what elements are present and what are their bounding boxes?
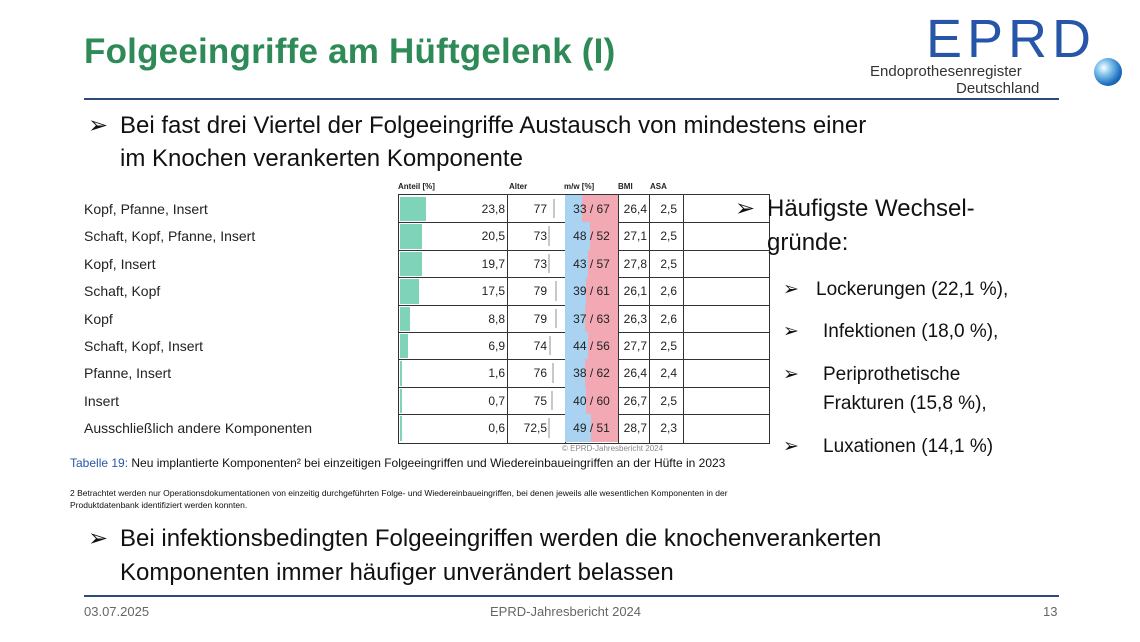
age-marker — [555, 281, 557, 300]
bullet-text: Bei infektionsbedingten Folgeeingriffen werden die knochenverankerten — [120, 525, 882, 552]
cell-asa: 2,3 — [660, 421, 677, 436]
reason-item — [783, 432, 993, 461]
cell-alter: 73 — [533, 229, 547, 244]
footer-date: 03.07.2025 — [84, 604, 150, 619]
reason-item — [783, 317, 998, 346]
row-label: Kopf, Insert — [84, 255, 156, 272]
cell-mw: 43 / 57 — [573, 256, 610, 271]
age-marker — [553, 199, 555, 218]
reason-item — [783, 275, 1008, 304]
reason-item-cont: Frakturen (15,8 %), — [823, 393, 987, 414]
cell-bmi: 26,4 — [623, 366, 647, 381]
age-marker — [548, 418, 550, 437]
cell-asa: 2,4 — [660, 366, 677, 381]
arrow-bullet-icon: ➢ — [88, 525, 109, 552]
eprd-logo — [860, 8, 1130, 98]
header-alter: Alter — [509, 182, 528, 191]
cell-alter: 77 — [533, 202, 547, 216]
cell-anteil: 8,8 — [488, 311, 505, 326]
age-marker — [548, 254, 550, 273]
arrow-bullet-icon: ➢ — [735, 195, 756, 222]
cell-anteil: 23,8 — [481, 202, 505, 216]
cell-anteil: 20,5 — [481, 229, 505, 244]
arrow-bullet-icon: ➢ — [783, 436, 799, 457]
age-marker — [555, 309, 557, 328]
title-divider — [84, 98, 1059, 100]
age-marker — [551, 391, 553, 410]
cell-mw: 39 / 61 — [573, 284, 610, 299]
reason-text: Luxationen (14,1 %) — [823, 436, 994, 457]
reasons-heading-line2: gründe: — [767, 229, 849, 256]
cell-mw: 49 / 51 — [573, 421, 610, 436]
page-number: 13 — [1043, 604, 1058, 619]
cell-alter: 79 — [533, 284, 547, 299]
age-marker — [552, 363, 554, 382]
footer-center: EPRD-Jahresbericht 2024 — [490, 604, 642, 619]
reason-text: Lockerungen (22,1 %), — [816, 279, 1009, 300]
page-title: Folgeeingriffe am Hüftgelenk (I) — [84, 32, 616, 71]
cell-alter: 75 — [533, 393, 547, 408]
cell-bmi: 26,3 — [623, 311, 647, 326]
arrow-bullet-icon: ➢ — [783, 321, 799, 342]
cell-alter: 73 — [533, 256, 547, 271]
cell-mw: 38 / 62 — [573, 366, 610, 381]
table-footnote: 2 Betrachtet werden nur Operationsdokumentationen von einzeitig durchgeführten Folge- und Wiedereinbaueingriffen, bei denen jeweils alle wesentlichen Komponenten in der Produktdatenbank identifiziert werden konnten. — [70, 488, 728, 510]
bullet-top-line1 — [88, 110, 866, 142]
row-label: Schaft, Kopf, Pfanne, Insert — [84, 228, 256, 245]
caption-text: Neu implantierte Komponenten² bei einzeitigen Folgeeingriffen und Wiedereinbaueingriffen an der Hüfte in 2023 — [131, 456, 726, 470]
cell-asa: 2,5 — [660, 256, 677, 271]
bullet-top-line2: im Knochen verankerten Komponente — [120, 145, 523, 172]
arrow-bullet-icon: ➢ — [783, 279, 799, 300]
reasons-heading — [735, 192, 1055, 226]
table-copyright: © EPRD-Jahresbericht 2024 — [562, 444, 664, 453]
table-grid — [398, 194, 770, 444]
cell-alter: 76 — [533, 366, 547, 381]
cell-bmi: 27,7 — [623, 339, 647, 353]
bullet-text: Bei fast drei Viertel der Folgeeingriffe Austausch von mindestens einer — [120, 112, 867, 139]
row-label: Schaft, Kopf, Insert — [84, 338, 204, 354]
arrow-bullet-icon: ➢ — [783, 364, 799, 385]
cell-anteil: 6,9 — [488, 339, 505, 353]
cell-alter: 74 — [533, 339, 547, 353]
reason-text: Periprothetische — [823, 364, 961, 385]
cell-anteil: 0,6 — [488, 421, 505, 436]
age-marker — [549, 336, 551, 355]
row-label: Insert — [84, 392, 120, 409]
cell-bmi: 27,1 — [623, 229, 647, 244]
cell-asa: 2,6 — [660, 311, 677, 326]
cell-bmi: 26,7 — [623, 393, 647, 408]
components-table — [84, 182, 700, 453]
cell-alter: 79 — [533, 311, 547, 326]
cell-mw: 37 / 63 — [573, 311, 610, 326]
table-caption — [70, 456, 740, 470]
cell-mw: 48 / 52 — [573, 229, 610, 244]
cell-asa: 2,5 — [660, 339, 677, 353]
cell-asa: 2,5 — [660, 393, 677, 408]
reason-text: Infektionen (18,0 %), — [823, 321, 999, 342]
reasons-list — [735, 192, 1055, 457]
logo-subtitle-1: Endoprothesenregister — [870, 63, 1022, 80]
arrow-bullet-icon: ➢ — [88, 112, 109, 139]
reasons-heading-line1: Häufigste Wechsel- — [767, 195, 975, 222]
row-label: Schaft, Kopf — [84, 283, 161, 300]
cell-mw: 40 / 60 — [573, 393, 610, 408]
row-label: Pfanne, Insert — [84, 365, 172, 382]
header-mw: m/w [%] — [564, 182, 595, 191]
cell-anteil: 19,7 — [481, 256, 505, 271]
logo-word: EPRD — [926, 9, 1097, 69]
cell-asa: 2,6 — [660, 284, 677, 299]
cell-anteil: 1,6 — [488, 366, 505, 381]
anteil-bar — [400, 416, 402, 440]
row-label: Kopf, Pfanne, Insert — [84, 201, 208, 217]
row-label: Ausschließlich andere Komponenten — [84, 420, 313, 437]
cell-bmi: 28,7 — [623, 421, 647, 436]
reason-item — [783, 360, 960, 389]
bullet-bottom-line1 — [88, 523, 881, 555]
caption-label: Tabelle 19: — [70, 456, 129, 470]
header-anteil: Anteil [%] — [398, 182, 435, 191]
cell-bmi: 27,8 — [623, 256, 647, 271]
bullet-bottom-line2: Komponenten immer häufiger unverändert belassen — [120, 559, 674, 586]
cell-asa: 2,5 — [660, 202, 677, 216]
globe-icon — [1094, 58, 1122, 86]
cell-asa: 2,5 — [660, 229, 677, 244]
row-label: Kopf — [84, 310, 113, 327]
header-bmi: BMI — [618, 182, 633, 191]
header-asa: ASA — [650, 182, 667, 191]
cell-mw: 33 / 67 — [573, 202, 610, 216]
cell-bmi: 26,1 — [623, 284, 647, 299]
cell-mw: 44 / 56 — [573, 339, 610, 353]
logo-subtitle-2: Deutschland — [956, 80, 1040, 97]
cell-anteil: 0,7 — [488, 393, 505, 408]
cell-alter: 72,5 — [523, 421, 547, 436]
age-marker — [548, 226, 550, 245]
footer-divider — [84, 595, 1059, 597]
anteil-bar — [400, 389, 402, 413]
cell-bmi: 26,4 — [623, 202, 647, 216]
cell-anteil: 17,5 — [481, 284, 505, 299]
grid-vline — [683, 195, 684, 443]
anteil-bar — [400, 361, 402, 385]
